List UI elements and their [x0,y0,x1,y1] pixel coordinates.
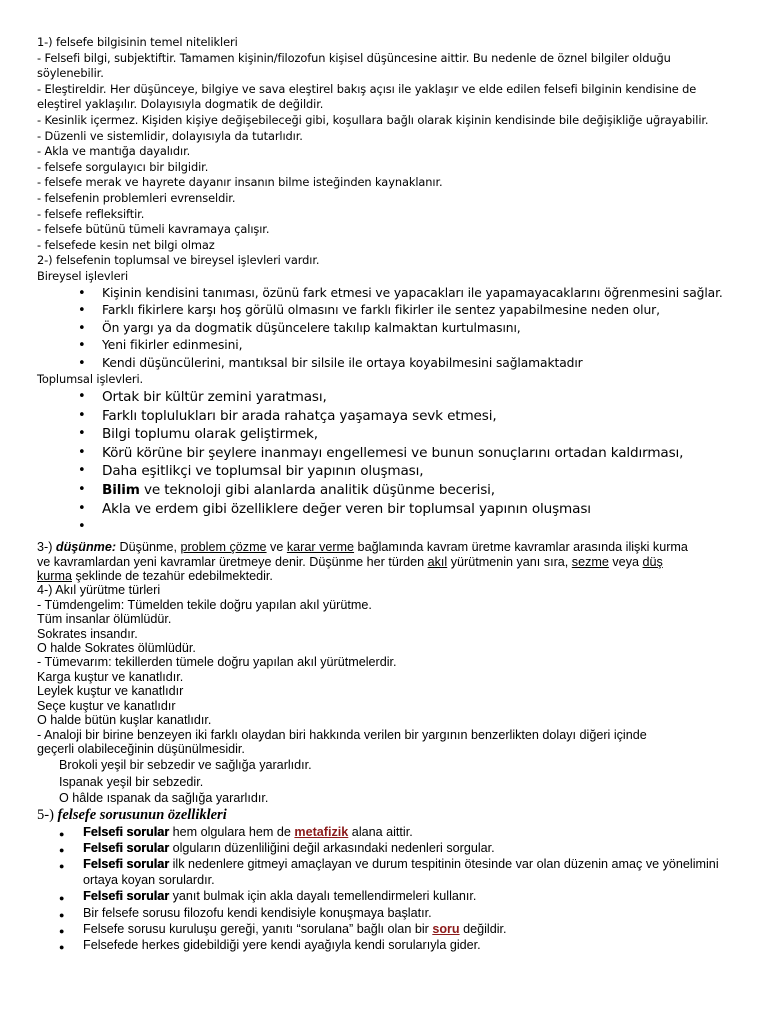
indented-line: Ispanak yeşil bir sebzedir. [59,774,204,789]
section-3-number: 3-) [37,540,56,555]
link-metafizik[interactable]: metafizik [294,824,349,839]
text-run: bağlamında kavram üretme kavramlar arasında ilişki kurma [354,540,688,555]
text-line: - felsefe merak ve hayrete dayanır insanın bilme isteğinden kaynaklanır. [37,175,443,190]
felsefe-sorusu-list [37,824,737,954]
link-akil[interactable]: akıl [427,554,448,569]
section-1-text [37,35,737,285]
text-run: değildir. [459,921,507,936]
section-5-number: 5-) [37,806,58,823]
list-item [37,905,733,921]
list-item: • Körü körüne bir şeylere inanmayı engellemesi ve bunun sonuçlarını ortadan kaldırması, [37,444,737,463]
list-item: • Farklı toplulukları bir arada rahatça yaşamaya sevk etmesi, [37,407,737,426]
section-3-text [37,540,737,805]
list-item: • Farklı fikirlere karşı hoş görülü olmasını ve farklı fikirler ile sentez yapabilmesine neden olur, [37,302,737,320]
text-line: Karga kuştur ve kanatlıdır. [37,669,184,684]
section-4-heading: 4-) Akıl yürütme türleri [37,583,161,598]
document-page [37,35,737,953]
bilim-bold: Bilim [102,482,140,499]
section-2-heading: 2-) felsefenin toplumsal ve bireysel işlevleri vardır. [37,253,320,268]
list-item: • Bilgi toplumu olarak geliştirmek, [37,425,737,444]
list-item [37,921,733,937]
bold-run: Felsefi sorular [83,824,170,839]
text-line: geçerli olabileceğinin düşünülmesidir. [37,741,245,756]
bireysel-heading: Bireysel işlevleri [37,268,129,283]
link-kurma[interactable]: kurma [37,569,72,584]
link-sezme[interactable]: sezme [571,554,609,569]
list-item [37,840,733,856]
term-dusunme: düşünme: [55,540,117,555]
text-line: - felsefede kesin net bilgi olmaz [37,237,215,252]
text-run: Düşünme, [116,540,181,555]
link-dus[interactable]: düş [642,554,663,569]
text-run: yürütmenin yanı sıra, [447,554,572,569]
bold-run: Felsefi sorular [83,856,170,871]
text-run: alana aittir. [348,824,413,839]
text-line: - Felsefi bilgi, subjektiftir. Tamamen kişinin/filozofun kişisel düşüncesine aittir. Bu nedenle de öznel bilgiler olduğu [37,50,671,65]
text-line: - felsefe bütünü tümeli kavramaya çalışır. [37,222,270,237]
text-run: ve kavramlardan yeni kavramlar üretmeye denir. Düşünme her türden [37,554,428,569]
section-5-heading [37,807,737,824]
list-item [37,937,733,953]
text-line: - Tümdengelim: Tümelden tekile doğru yapılan akıl yürütme. [37,597,372,612]
text-line: - Düzenli ve sistemlidir, dolayısıyla da tutarlıdır. [37,128,303,143]
text-line: Seçe kuştur ve kanatlıdır [37,698,176,713]
text-line: söylenebilir. [37,66,104,81]
text-line: eleştirel yaklaşılır. Dolayısıyla dogmatik de değildir. [37,97,324,112]
text-run: Felsefe sorusu kuruluşu gereği, yanıtı “sorulana” bağlı olan bir [83,921,433,936]
text-line: Sokrates insandır. [37,626,138,641]
list-item-text: ve teknoloji gibi alanlarda analitik düşünme becerisi, [143,482,495,499]
text-line: O halde bütün kuşlar kanatlıdır. [37,713,212,728]
text-line: Leylek kuştur ve kanatlıdır [37,684,184,699]
link-problem-cozme[interactable]: problem çözme [180,540,267,555]
list-item: • Kendi düşüncülerini, mantıksal bir silsile ile ortaya koyabilmesini sağlamaktadır [37,355,737,373]
text-line [37,569,737,583]
list-item: • Ön yargı ya da dogmatik düşüncelere takılıp kalmaktan kurtulmasını, [37,320,737,338]
list-item: • Ortak bir kültür zemini yaratması, [37,388,737,407]
indented-line: O hâlde ıspanak da sağlığa yararlıdır. [59,791,269,806]
text-line: - felsefenin problemleri evrenseldir. [37,190,236,205]
bold-run: Felsefi sorular [83,889,170,904]
text-line: - Akla ve mantığa dayalıdır. [37,144,191,159]
text-run: Felsefede herkes gidebildiği yere kendi ayağıyla kendi sorularıyla gider. [83,937,481,952]
toplumsal-heading-block [37,372,737,388]
indented-line: Brokoli yeşil bir sebzedir ve sağlığa yararlıdır. [59,758,312,773]
bireysel-list [37,285,737,373]
section-1-heading: 1-) felsefe bilgisinin temel nitelikleri [37,35,238,49]
text-run: veya [608,554,643,569]
text-line: - Tümevarım: tekillerden tümele doğru yapılan akıl yürütmelerdir. [37,655,397,670]
list-item: • Daha eşitlikçi ve toplumsal bir yapının oluşması, [37,462,737,481]
text-line: - Eleştireldir. Her düşünceye, bilgiye ve sava eleştirel bakış açısı ile yaklaşır ve elde edilen felsefi bilginin kendisine de [37,81,697,96]
text-run: yanıt bulmak için akla dayalı temellendirmeleri kullanır. [169,889,477,904]
text-line: - felsefe sorgulayıcı bir bilgidir. [37,159,209,174]
text-line: - felsefe refleksiftir. [37,206,145,221]
list-item: • Kişinin kendisini tanıması, özünü fark etmesi ve yapacakları ile yapamayacaklarını öğrenmesini sağlar. [37,285,737,303]
list-item [37,481,737,500]
empty-list-item [37,518,737,536]
list-item [37,824,733,840]
text-run: şeklinde de tezahür edebilmektedir. [72,569,273,584]
text-line [37,555,737,569]
text-line: - Analoji bir birine benzeyen iki farklı olaydan biri hakkında verilen bir yargının benzerlikten dolayı diğeri içinde [37,727,647,742]
toplumsal-list [37,388,737,536]
text-run: ve [266,540,287,555]
toplumsal-heading: Toplumsal işlevleri. [37,372,144,387]
list-item [37,856,733,888]
text-run: Bir felsefe sorusu filozofu kendi kendisiyle konuşmaya başlatır. [83,905,432,920]
text-run: hem olgulara hem de [169,824,295,839]
text-run: olguların düzenliliğini değil arkasındaki nedenleri sorgular. [169,840,495,855]
bold-run: Felsefi sorular [83,840,170,855]
link-soru[interactable]: soru [432,921,460,936]
link-karar-verme[interactable]: karar verme [286,540,355,555]
list-item: • Yeni fikirler edinmesini, [37,337,737,355]
section-5-title: felsefe sorusunun özellikleri [57,806,227,823]
list-item: • Akla ve erdem gibi özelliklere değer veren bir toplumsal yapının oluşması [37,500,737,519]
text-line: Tüm insanlar ölümlüdür. [37,612,172,627]
list-item [37,888,733,904]
text-line: O halde Sokrates ölümlüdür. [37,641,196,656]
text-line: - Kesinlik içermez. Kişiden kişiye değişebileceği gibi, koşullara bağlı olarak kişinin kendisinde bile değişikliğe uğrayabilir. [37,112,709,127]
text-line [37,540,737,554]
text-run: ilk nedenlere gitmeyi amaçlayan ve durum tespitinin ötesinde var olan düzenin amaç ve yönelimini ortaya koyan sorulardır. [83,856,719,888]
